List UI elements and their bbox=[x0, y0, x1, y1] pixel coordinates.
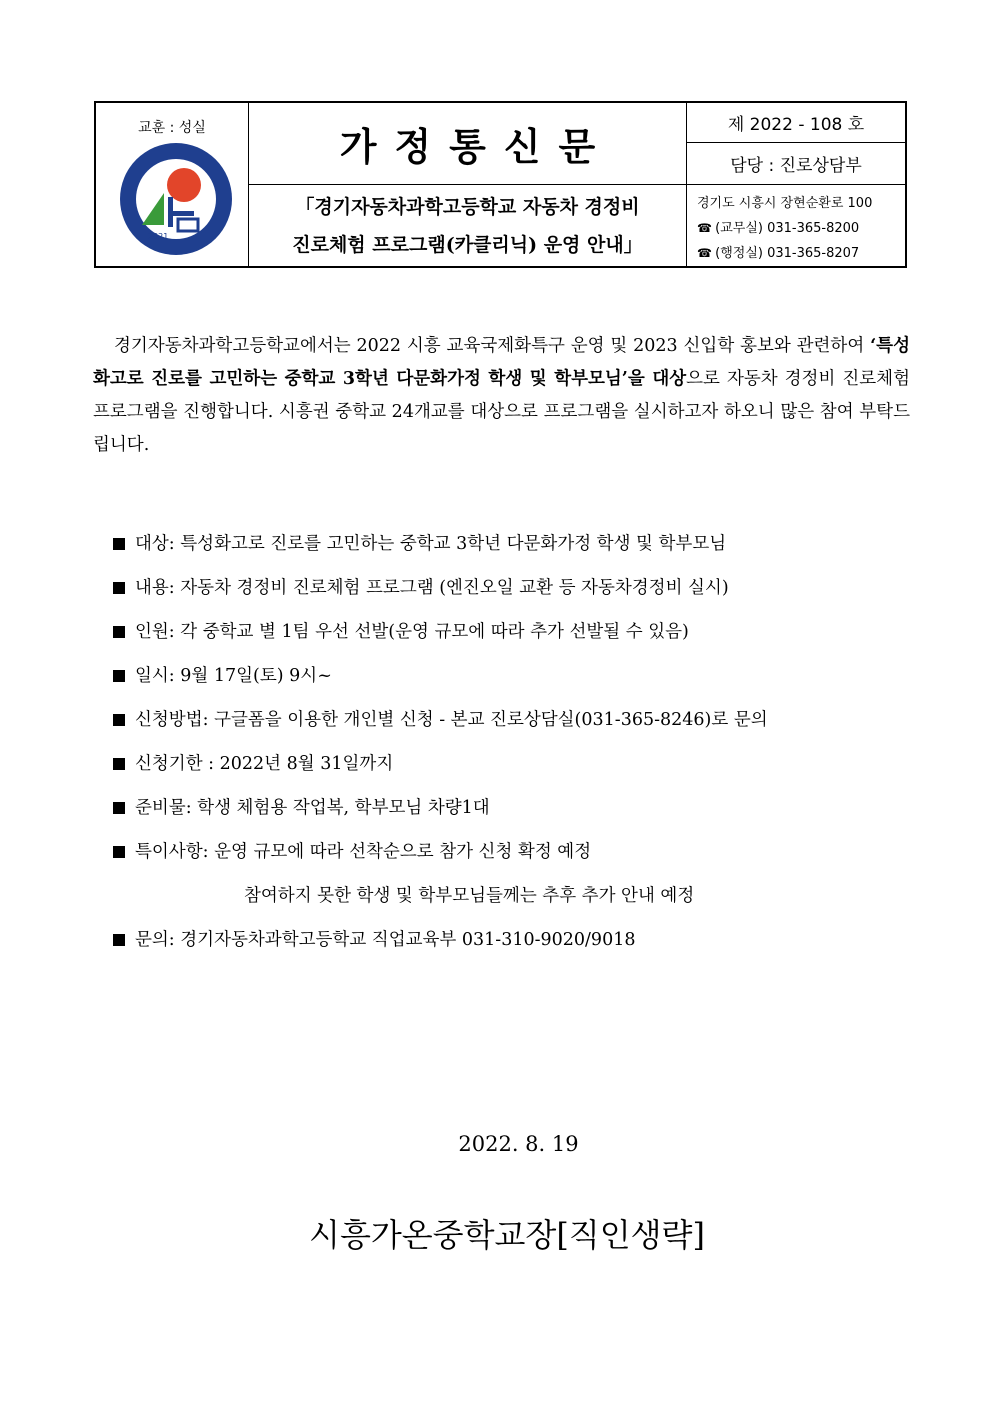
list-item bbox=[113, 703, 913, 747]
square-bullet-icon bbox=[113, 714, 125, 726]
intro-paragraph bbox=[93, 330, 910, 462]
square-bullet-icon bbox=[113, 758, 125, 770]
phone-office: (교무실) 031-365-8200 bbox=[715, 221, 860, 236]
subtitle-line-2: 진로체험 프로그램(카클리닉) 운영 안내」 bbox=[292, 234, 643, 256]
square-bullet-icon bbox=[113, 846, 125, 858]
title-cell bbox=[249, 103, 687, 266]
list-item bbox=[113, 659, 913, 703]
newsletter-header bbox=[94, 101, 907, 268]
item-text: 대상: 특성화고로 진로를 고민하는 중학교 3학년 다문화가정 학생 및 학부모님 bbox=[135, 534, 727, 554]
list-item bbox=[113, 747, 913, 791]
intro-part-2: 으로 자동차 경정비 진로체험 프로그램을 진행합니다. 시흥권 중학교 24개교를 대상으로 프로그램을 실시하고자 하오니 많은 참여 부탁드립니다. bbox=[93, 368, 910, 455]
page-title: 가정통신문 bbox=[339, 124, 614, 169]
notice-subtitle bbox=[249, 188, 686, 264]
issue-date: 2022. 8. 19 bbox=[458, 1132, 579, 1156]
title-box bbox=[249, 103, 686, 185]
school-motto: 교훈 : 성실 bbox=[138, 120, 206, 136]
department: 담당 : 진로상담부 bbox=[687, 143, 905, 185]
details-list bbox=[113, 527, 913, 967]
square-bullet-icon bbox=[113, 670, 125, 682]
item-text: 준비물: 학생 체험용 작업복, 학부모님 차량1대 bbox=[135, 798, 490, 818]
telephone-icon: ☎ bbox=[697, 221, 712, 235]
item-text: 문의: 경기자동차과학고등학교 직업교육부 031-310-9020/9018 bbox=[135, 930, 636, 950]
phone-office-line bbox=[697, 216, 905, 241]
emblem-year: 2021 bbox=[148, 232, 169, 241]
item-text: 신청기한 : 2022년 8월 31일까지 bbox=[135, 754, 394, 774]
subtitle-line-1: 「경기자동차과학고등학교 자동차 경정비 bbox=[295, 196, 640, 218]
square-bullet-icon bbox=[113, 802, 125, 814]
contact-block bbox=[687, 191, 905, 266]
square-bullet-icon bbox=[113, 582, 125, 594]
item-text: 일시: 9월 17일(토) 9시~ bbox=[135, 666, 332, 686]
list-item bbox=[113, 527, 913, 571]
item-text: 내용: 자동차 경정비 진로체험 프로그램 (엔진오일 교환 등 자동차경정비 실시) bbox=[135, 578, 729, 598]
telephone-icon: ☎ bbox=[697, 246, 712, 260]
school-address: 경기도 시흥시 장현순환로 100 bbox=[697, 196, 873, 211]
principal-signature: 시흥가온중학교장[직인생략] bbox=[309, 1216, 705, 1254]
item-text: 특이사항: 운영 규모에 따라 선착순으로 참가 신청 확정 예정 bbox=[135, 842, 592, 862]
item-text: 참여하지 못한 학생 및 학부모님들께는 추후 추가 안내 예정 bbox=[244, 886, 695, 906]
square-bullet-icon bbox=[113, 538, 125, 550]
school-emblem-icon bbox=[118, 141, 234, 257]
intro-part-1: 경기자동차과학고등학교에서는 2022 시흥 교육국제화특구 운영 및 2023 신입학 홍보와 관련하여 bbox=[114, 335, 871, 356]
list-item bbox=[113, 923, 913, 967]
list-item bbox=[113, 791, 913, 835]
intro-bold: ‘특성화고로 진로를 고민하는 중학교 3학년 다문화가정 학생 및 학부모님’을 대상 bbox=[93, 335, 910, 389]
school-logo-cell bbox=[96, 103, 249, 266]
list-item bbox=[113, 615, 913, 659]
phone-admin-line bbox=[697, 241, 905, 266]
info-cell bbox=[687, 103, 905, 266]
item-text: 인원: 각 중학교 별 1팀 우선 선발(운영 규모에 따라 추가 선발될 수 있음) bbox=[135, 622, 689, 642]
square-bullet-icon bbox=[113, 626, 125, 638]
list-item bbox=[113, 835, 913, 879]
issue-number: 제 2022 - 108 호 bbox=[687, 103, 905, 143]
square-bullet-icon bbox=[113, 934, 125, 946]
item-text: 신청방법: 구글폼을 이용한 개인별 신청 - 본교 진로상담실(031-365-8246)로 문의 bbox=[135, 710, 768, 730]
list-item-continuation bbox=[113, 879, 913, 923]
list-item bbox=[113, 571, 913, 615]
phone-admin: (행정실) 031-365-8207 bbox=[715, 246, 860, 261]
